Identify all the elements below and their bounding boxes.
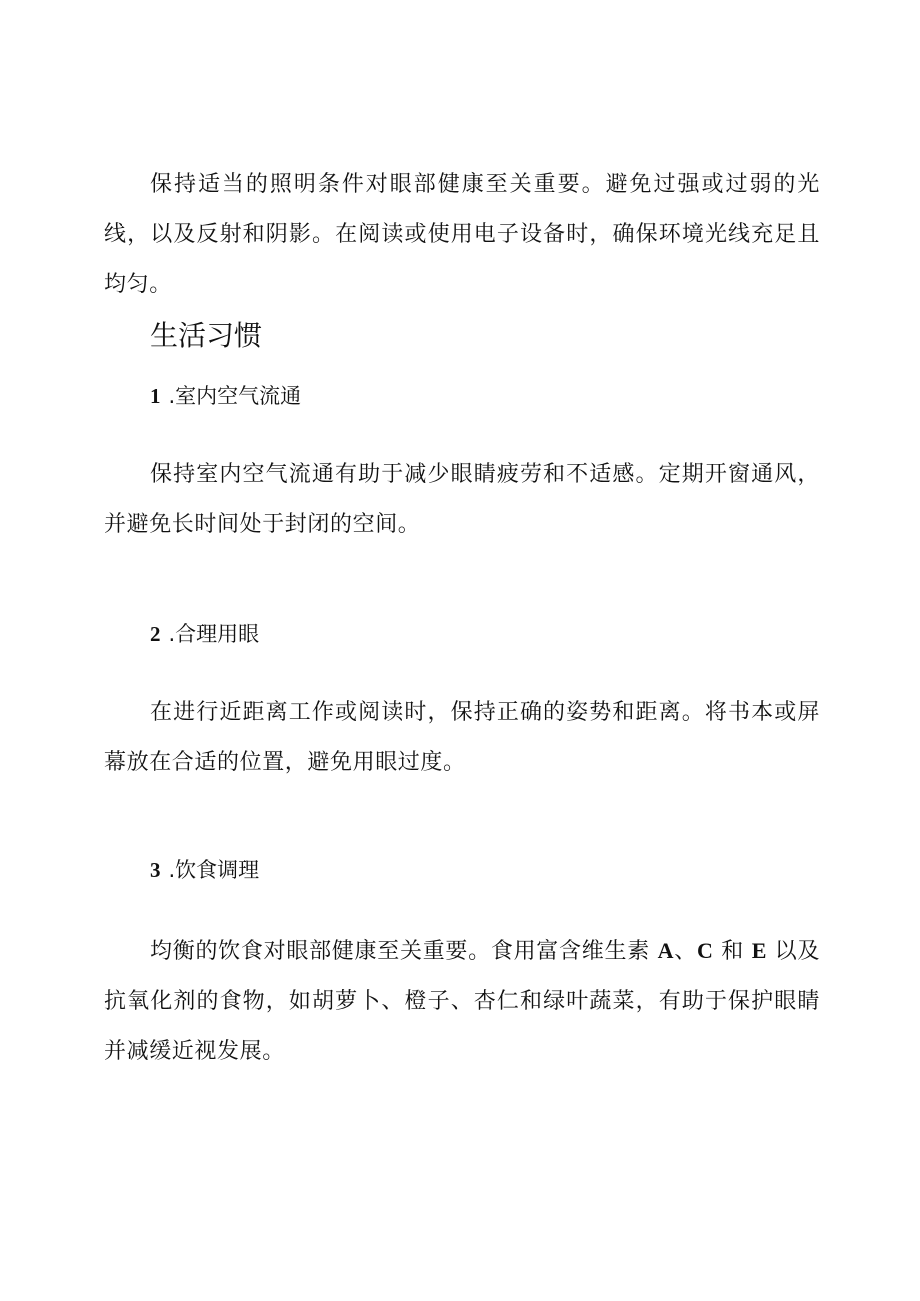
item-2-title: .合理用眼 — [168, 622, 260, 646]
item-1-paragraph: 保持室内空气流通有助于减少眼睛疲劳和不适感。定期开窗通风，并避免长时间处于封闭的空间。 — [104, 462, 820, 537]
item-1-heading — [150, 382, 301, 410]
item-3-title: .饮食调理 — [168, 858, 260, 882]
item-1-number: 1 — [150, 384, 161, 408]
intro-paragraph: 保持适当的照明条件对眼部健康至关重要。避免过强或过弱的光线，以及反射和阴影。在阅读或使用电子设备时，确保环境光线充足且均匀。 — [104, 172, 820, 297]
item-2-number: 2 — [150, 622, 161, 646]
vitamin-c-label: C — [697, 938, 714, 963]
item-3-number: 3 — [150, 858, 161, 882]
item-3-text-part1: 均衡的饮食对眼部健康至关重要。食用富含维生素 — [150, 939, 650, 964]
item-3-separator: 、 — [674, 939, 698, 964]
item-2-heading — [150, 620, 259, 648]
item-3-heading — [150, 856, 259, 884]
item-1-title: .室内空气流通 — [168, 384, 302, 408]
item-3-text-part2: 以及抗氧化剂的食物，如胡萝卜、橙子、杏仁和绿叶蔬菜，有助于保护眼睛并减缓近视发展。 — [104, 939, 821, 1064]
section-title: 生活习惯 — [150, 319, 263, 352]
vitamin-e-label: E — [751, 938, 767, 963]
item-2-paragraph: 在进行近距离工作或阅读时，保持正确的姿势和距离。将书本或屏幕放在合适的位置，避免用眼过度。 — [104, 700, 820, 775]
item-3-paragraph — [104, 926, 820, 1077]
vitamin-a-label: A — [657, 938, 675, 963]
item-3-conjunction: 和 — [721, 939, 744, 964]
